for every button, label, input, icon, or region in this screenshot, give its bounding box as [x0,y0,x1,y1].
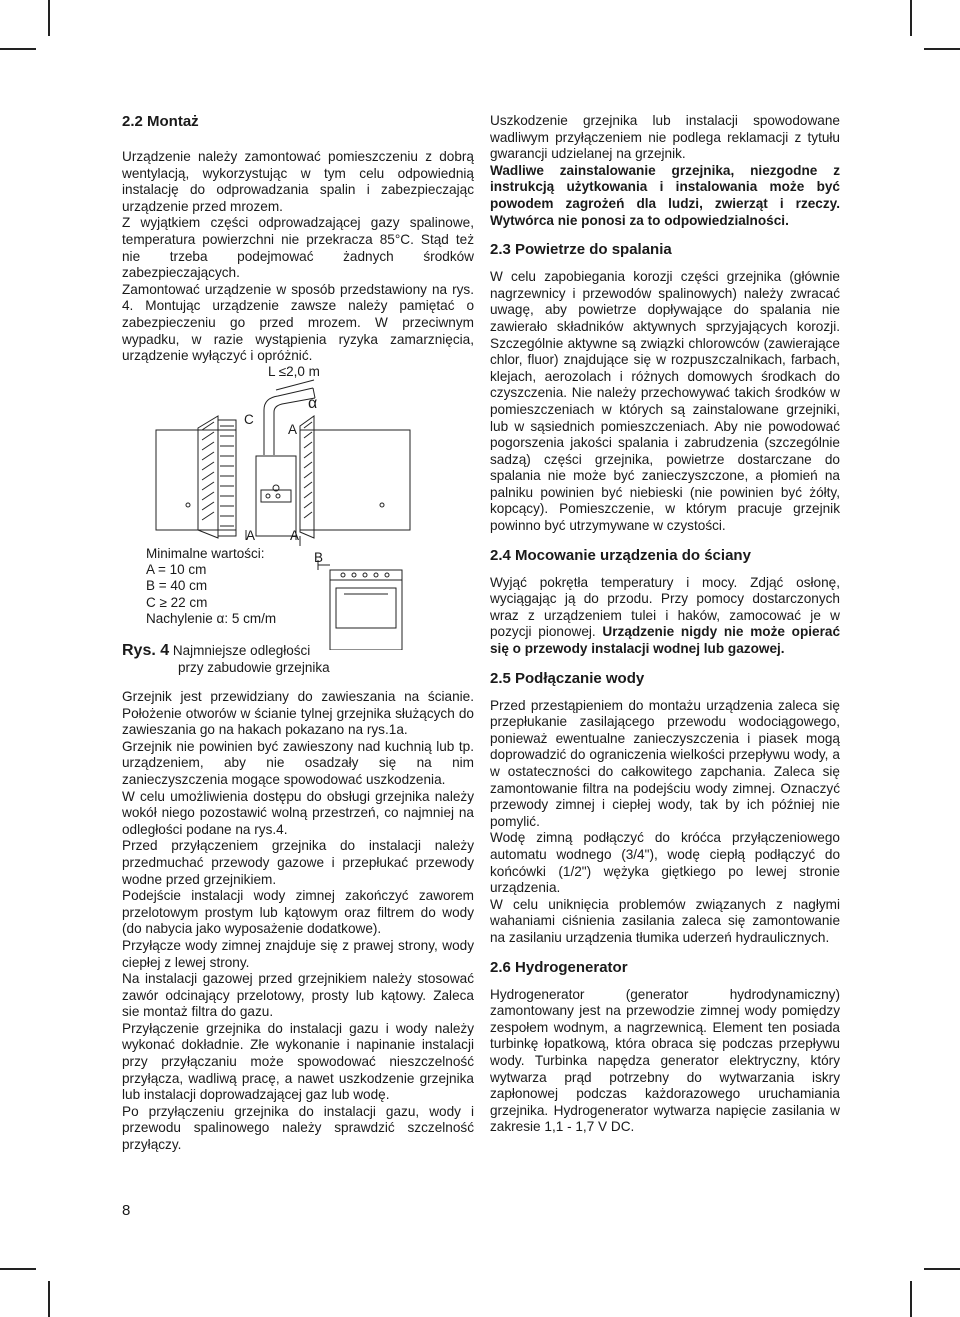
paragraph: W celu umożliwienia dostępu do obsługi grzejnika należy wokół niego pozostawić wolną przestrzeń, co najmniej na odległości podane na rys.4. [122,788,474,837]
knob [186,503,190,507]
label-b: B [314,550,324,565]
min-title: Minimalne wartości: [146,546,265,561]
stove [330,570,402,650]
right-door [300,416,314,538]
crop-mark [910,1281,912,1317]
right-column [490,113,840,1136]
warning-sentence: Urządzenie nigdy nie może opierać się o przewody instalacji wodnej lub gazowej. [490,624,841,657]
paragraph: Wodę zimną podłączyć do króćca przyłączeniowego automatu wodnego (3/4"), wodę ciepłą podłączyć do końcówki (1/2") wężyka giętkiego po lewej stronie urządzenia. [490,830,840,896]
section-heading-2-6: 2.6 Hydrogenerator [490,958,628,976]
paragraph: Wyjąć pokrętła temperatury i mocy. Zdjąć osłonę, wyciągając ją do przodu. Przy pomocy dostarczonych wraz z urządzeniem tulei i haków, zamocować je w pozycji pionowej. [490,574,840,640]
label-c: C [244,412,254,427]
length-dimension [276,380,314,390]
paragraph: Po przyłączeniu grzejnika do instalacji gazu, wody i przewodu spalinowego należy sprawdzić szczelność przyłączy. [122,1103,474,1153]
left-column [122,113,474,365]
paragraph: Hydrogenerator (generator hydrodynamiczny) zamontowany jest na przewodzie zimnej wody pomiędzy zespołem wodnym, a nagrzewnicą. Element ten posiada turbinkę łopatkową, która obraca się podczas przepływu wody. Turbinka napędza generator elektryczny, który wytwarza prąd potrzebny do wytwarzania iskry zapłonowej podczas każdorazowego uruchamiania grzejnika. Hydrogenerator wytwarza napięcie zasilania w zakresie 1,1 - 1,7 V DC. [490,986,840,1135]
left-column-lower [122,689,474,1154]
paragraph: Przed przestąpieniem do montażu urządzenia zaleca się przepłukanie zasilającego przewodu wodociągowego, ponieważ ewentualne zanieczyszczenia i piasek mogą doprowadzić do ograniczenia wielkości przepływu wody, a w ostateczności do całkowitego zapchania. Zaleca się zamontowanie filtra na podejściu wody zimnej. Oznaczyć przewody zimnej i ciepłej wody, tak by ich później nie pomylić. [490,697,840,829]
paragraph: Uszkodzenie grzejnika lub instalacji spowodowane wadliwym przyłączeniem nie podlega reklamacji z tytułu gwarancji udzielanej na grzejnik. [490,113,840,162]
installation-figure [118,360,478,690]
label-a-bottom-left: A [246,528,256,543]
minimum-values [146,546,276,627]
min-b: B = 40 cm [146,578,208,594]
section-heading-2-3: 2.3 Powietrze do spalania [490,241,672,259]
label-l: L ≤2,0 m [268,364,320,379]
paragraph: Na instalacji gazowej przed grzejnikiem należy stosować zawór odcinający przelotowy, prosty lub kątowy. Zaleca sie montaż filtra do gazu. [122,971,474,1020]
crop-mark [0,48,36,50]
paragraph: Przyłączenie grzejnika do instalacji gazu i wody należy wykonać dokładnie. Złe wykonanie i napinanie instalacji przy przyłączaniu może spowodować nieszczelność przyłącza, wadliwą pracę, a nawet uszkodzenie grzejnika lub instalacji doprowadzającej gaz lub wodę. [122,1020,474,1103]
caption-line1: Najmniejsze odległości [172,643,311,658]
min-slope: Nachylenie α: 5 cm/m [146,610,277,626]
crop-mark [48,1281,50,1317]
min-c: C ≥ 22 cm [146,594,208,610]
section-heading-2-2: 2.2 Montaż [122,113,199,130]
figure-caption [122,643,482,676]
paragraph: W celu uniknięcia problemów związanych z nagłymi wahaniami ciśnienia zasilania zaleca się zamontowanie na zasilaniu urządzenia tłumika uderzeń hydraulicznych. [490,896,840,945]
warning-paragraph: Wadliwe zainstalowanie grzejnika, niezgodne z instrukcją użytkowania i instalowania może być powodem zagrożeń dla ludzi, zwierząt i rzeczy. Wytwórca nie ponosi za to odpowiedzialności. [490,162,840,228]
paragraph: Przyłącze wody zimnej znajduje się z prawej strony, wody ciepłej z lewej strony. [122,937,474,970]
label-alpha: α [308,395,318,412]
crop-mark [910,0,912,36]
crop-mark [48,0,50,36]
section-heading-2-5: 2.5 Podłączanie wody [490,669,645,687]
left-panel [218,420,236,536]
section-heading-2-4: 2.4 Mocowanie urządzenia do ściany [490,546,751,564]
crop-mark [924,1268,960,1270]
caption-line2: przy zabudowie grzejnika [178,659,330,675]
panel-slats [220,426,234,526]
paragraph: Podejście instalacji wody zimnej zakończyć zaworem przelotowym prostym lub kątowym oraz filtrem do wody (do nabycia jako wyposażenie dodatkowe). [122,888,474,937]
left-door [198,416,218,538]
crop-mark [924,48,960,50]
paragraph: Z wyjątkiem części odprowadzającej gazy spalinowe, temperatura powierzchni nie przekracza 85°C. Stąd też nie trzeba podejmować żadnych środków zabezpieczających. [122,215,474,281]
door-slats [202,422,214,520]
paragraph: Urządzenie należy zamontować pomieszczeniu z dobrą wentylacją, wykorzystując w tym celu odpowiednią instalację do odprowadzania spalin i zabezpieczając urządzenie przed mrozem. [122,149,474,214]
paragraph: Zamontować urządzenie w sposób przedstawiony na rys. 4. Montując urządzenie zawsze należy pamiętać o zabezpieczeniu go przed mrozem. W przeciwnym wypadku, w razie wystąpienia ryzyka zamarznięcia, urządzenie wyłączyć i opróżnić. [122,281,474,364]
label-a-top: A [288,422,298,437]
paragraph: Grzejnik jest przewidziany do zawieszania na ścianie. Położenie otworów w ścianie tylnej grzejnika służących do zawieszania go na hakach pokazano na rys.1a. [122,689,474,738]
right-cabinet [300,430,410,530]
page-number: 8 [122,1202,131,1219]
left-cabinet [156,430,236,530]
paragraph: Przed przyłączeniem grzejnika do instalacji należy przedmuchać przewody gazowe i przepłukać przewody wodne przed grzejnikiem. [122,838,474,887]
paragraph: W celu zapobiegania korozji części grzejnika (głównie nagrzewnicy i przewodów spalinowych) należy zwracać uwagę, aby powietrze dopływające do spalania nie zawierało składników aktywnych sprzyjających korozji. Szczególnie aktywne są związki chlorowców (zawierające chlor, fluor) znajdujące się w rozpuszczalnikach, farbach, klejach, aerozolach i różnych domowych środkach do czyszczenia. Nie należy przechowywać takich środków w pomieszczeniach w których są zainstalowane grzejniki, lub w sąsiednich pomieszczeniach. Aby nie powodować pogorszenia jakości spalania i zabrudzenia (szczególnie sadzą) części grzejnika, powietrze dostarczane do spalania nie może być zanieczyszczone, a płomień na palniku powinien być niebieski (nie powinien być żółty, kopcący). Pomieszczenie, w którym pracuje grzejnik powinno być utrzymywane w czystości. [490,269,840,534]
label-a-bottom-right: A [290,528,300,543]
caption-rys: Rys. 4 [122,642,170,659]
paragraph: Grzejnik nie powinien być zawieszony nad kuchnią lub tp. urządzeniem, aby nie osadzały się na nim zanieczyszczenia mogące spowodować uszkodzenia. [122,738,474,787]
min-a: A = 10 cm [146,562,207,578]
crop-mark [0,1268,36,1270]
